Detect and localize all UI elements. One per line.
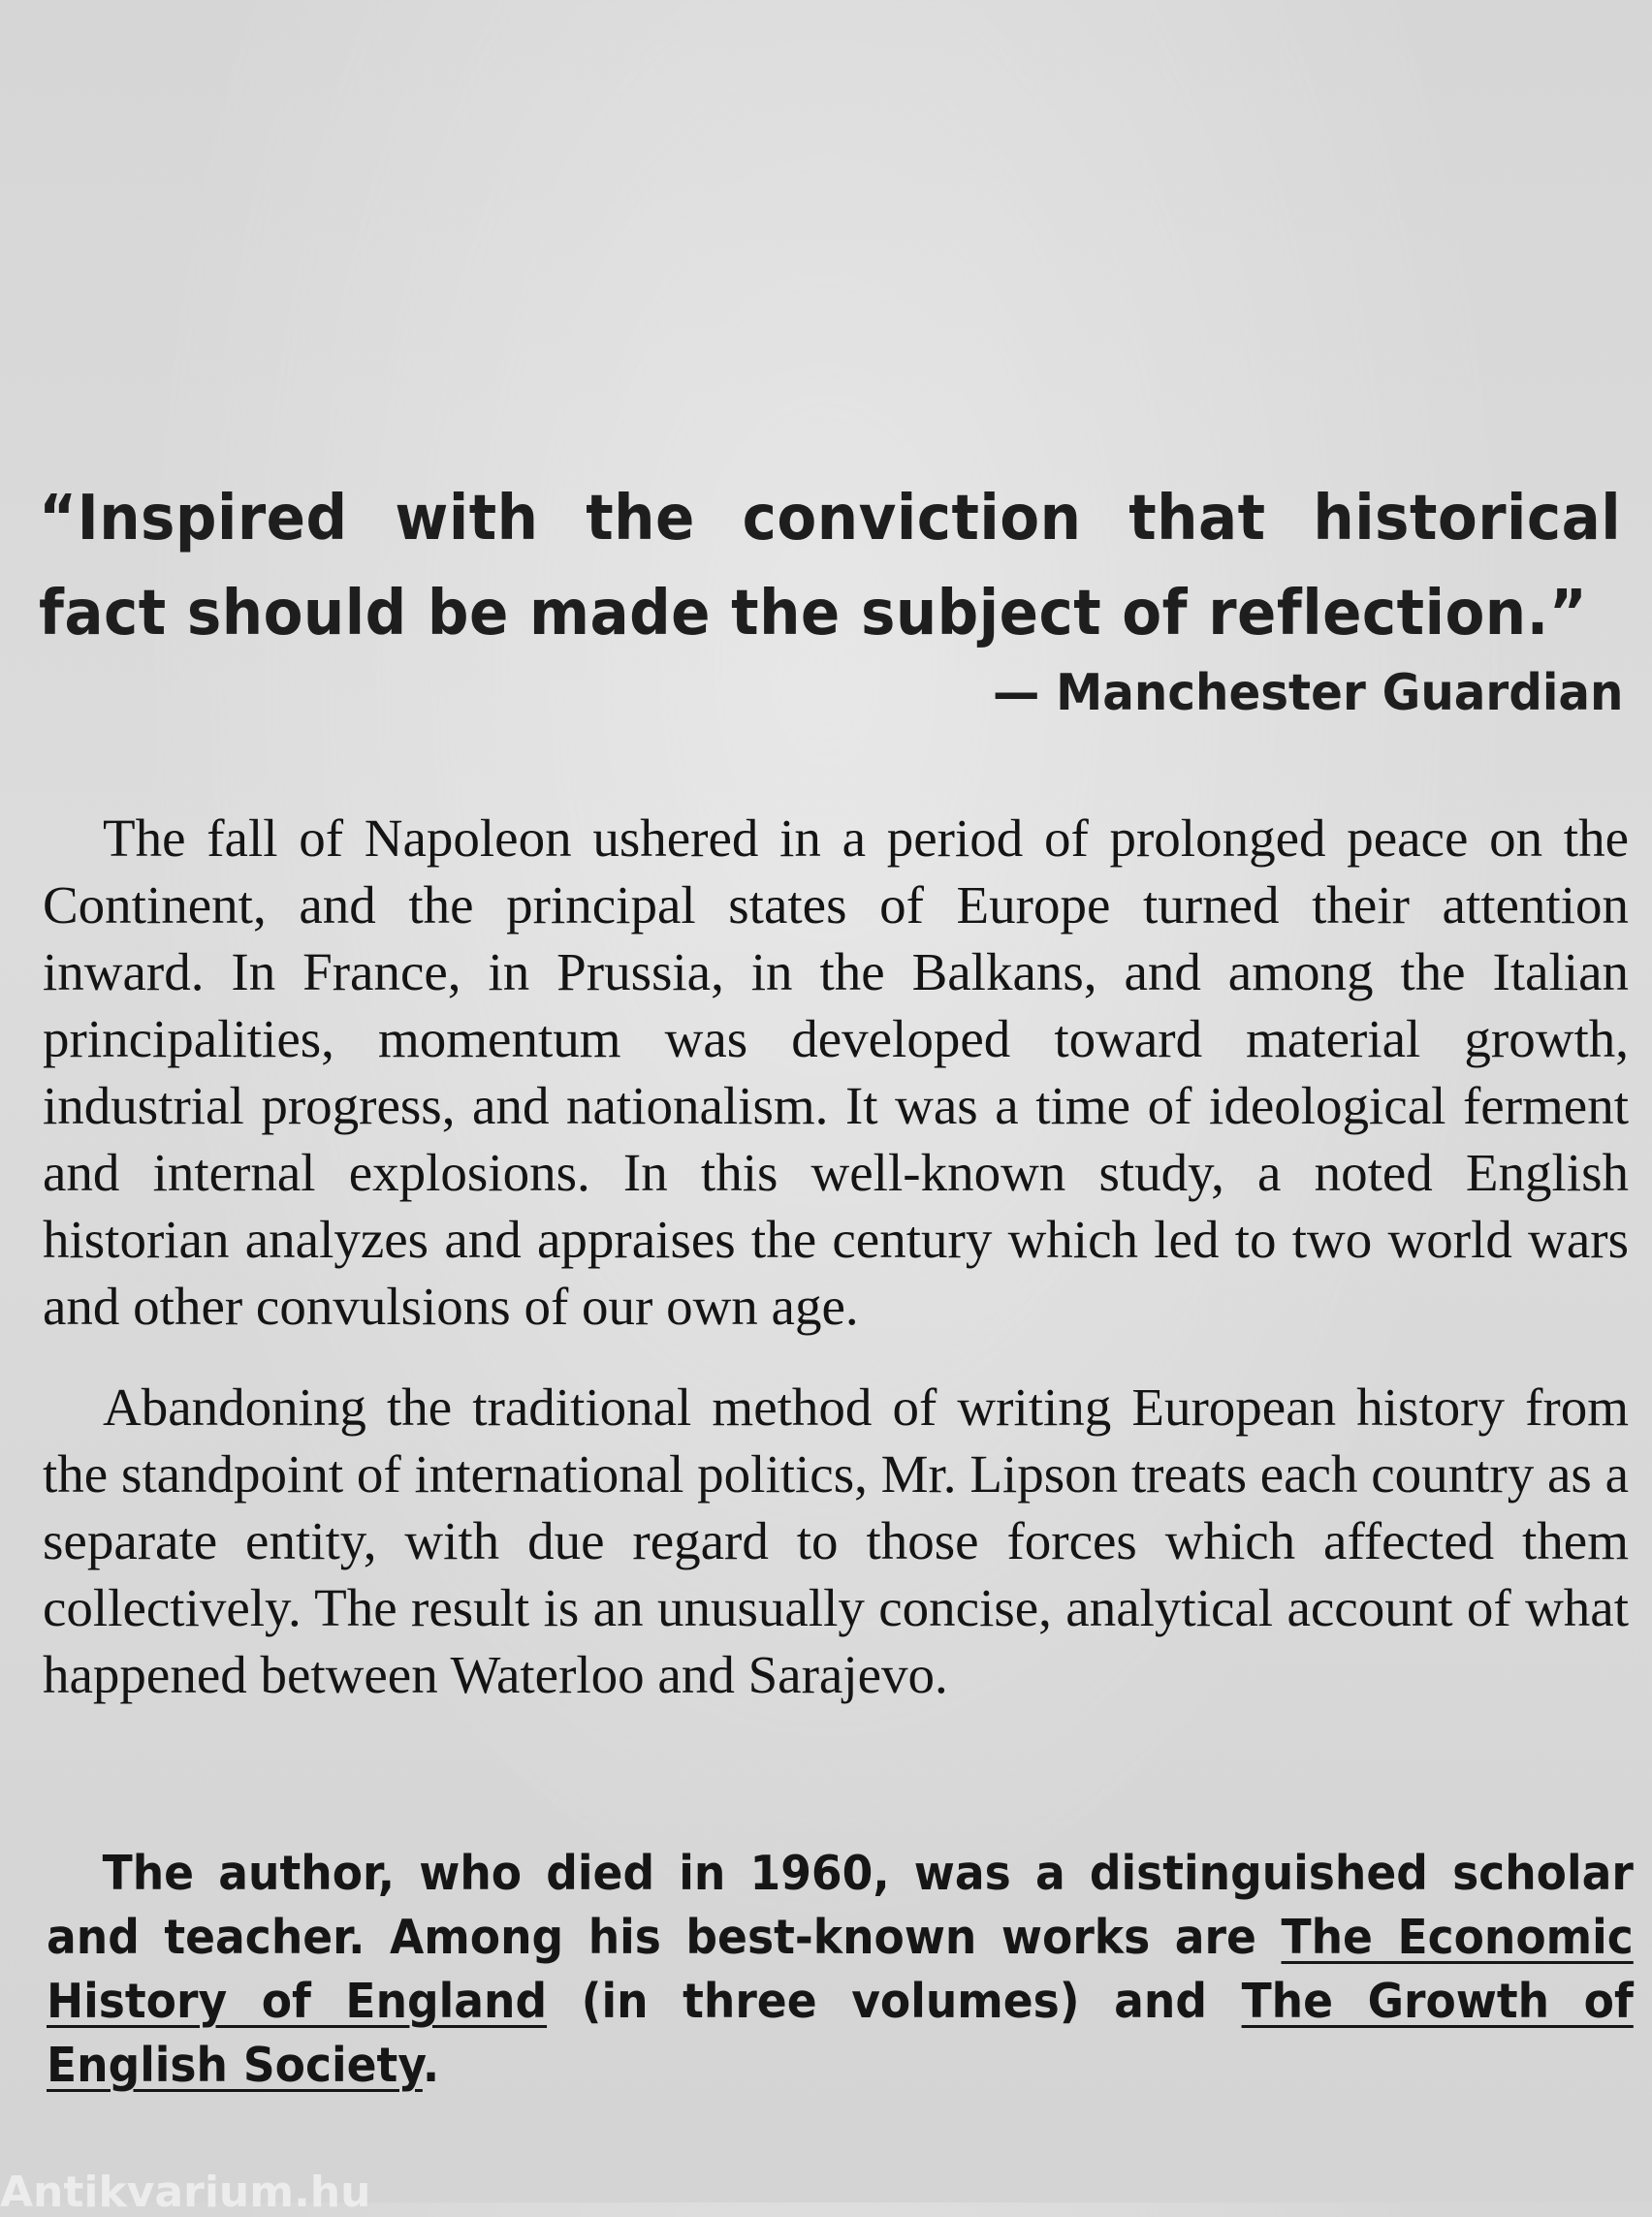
author-note-middle: (in three volumes) and (547, 1974, 1242, 2029)
description-paragraph-1: The fall of Napoleon ushered in a period of prolonged peace on the Continent, and the principal states of Europe turned their attention inward. In France, in Prussia, in the Balkans, and among the Italian principalities, momentum was developed toward material growth, industrial progress, and nationalism. It was a time of ideological ferment and internal explosions. In this well-known study, a noted English historian analyzes and appraises the century which led to two world wars and other convulsions of our own age. (43, 808, 1629, 1336)
work-title-economic-history: The Economic History of England (47, 1910, 1634, 2029)
description-paragraph-2: Abandoning the traditional method of writing European history from the standpoint of international politics, Mr. Lipson treats each country as a separate entity, with due regard to those forces which affected them collectively. The result is an unusually concise, analytical account of what happened between Waterloo and Sarajevo. (43, 1378, 1629, 1704)
author-note (47, 1842, 1634, 2098)
watermark: Antikvarium.hu (0, 2168, 371, 2217)
work-title-growth-of-english-society: The Growth of English Society (47, 1974, 1634, 2093)
author-note-intro: The author, who died in 1960, was a distinguished scholar and teacher. Among his best-known works are (47, 1846, 1634, 1965)
quote-attribution: — Manchester Guardian (992, 664, 1623, 722)
author-note-end: . (422, 2038, 440, 2093)
review-quote: “Inspired with the conviction that historical fact should be made the subject of reflection.” (39, 483, 1622, 649)
